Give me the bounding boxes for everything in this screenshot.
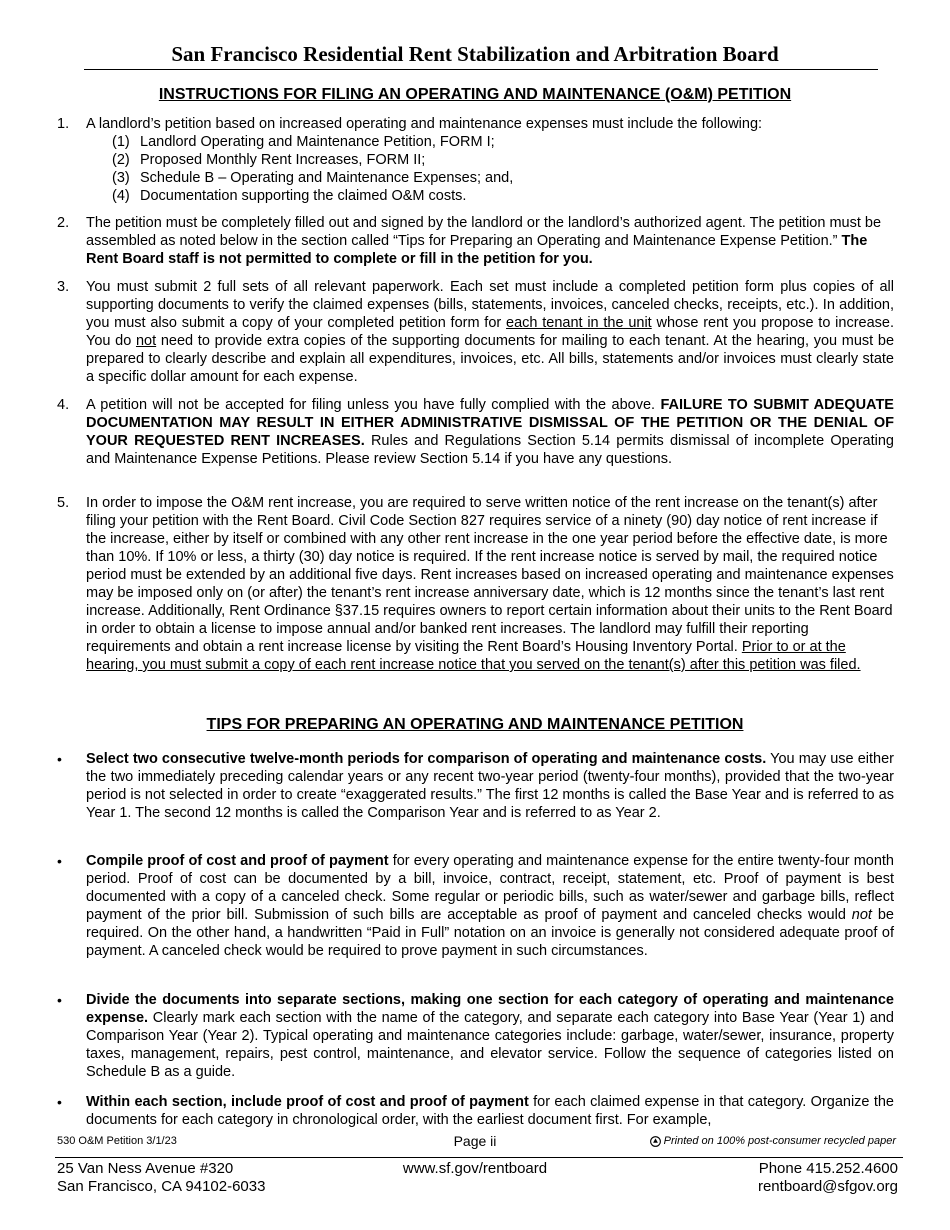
- list-item-text: Documentation supporting the claimed O&M costs.: [140, 188, 467, 204]
- item-body: [86, 115, 894, 205]
- item-body: [86, 494, 894, 674]
- item-body: [86, 214, 894, 268]
- tip-bold-text: Select two consecutive twelve-month periods for comparison of operating and maintenance costs.: [86, 751, 767, 767]
- list-item: [112, 133, 894, 151]
- list-item-text: Schedule B – Operating and Maintenance Expenses; and,: [140, 170, 514, 186]
- item-underlined-text: each tenant in the unit: [506, 315, 652, 331]
- item-text: You must submit 2 full sets of all relevant paperwork. Each set must include a completed petition form plus copies of all supporting documents to verify the claimed expenses (bills, statements, invoices, canceled checks, receipts, etc.). In addition, you must also submit a copy of your completed petition form for: [86, 279, 894, 331]
- list-item-number: (3): [112, 170, 130, 186]
- footer-divider: [55, 1157, 903, 1158]
- item-bold-text: FAILURE TO SUBMIT ADEQUATE DOCUMENTATION MAY RESULT IN EITHER ADMINISTRATIVE DISMISSAL OF THE PETITION OR THE DENIAL OF YOUR REQUESTED RENT INCREASES.: [86, 397, 894, 449]
- item-text: A landlord’s petition based on increased operating and maintenance expenses must include the following:: [86, 116, 763, 132]
- item-number: 2.: [57, 215, 70, 231]
- contact-info: [758, 1160, 898, 1196]
- page-number: Page ii: [453, 1133, 497, 1149]
- item-text: The petition must be completely filled out and signed by the landlord or the landlord’s authorized agent. The petition must be assembled as noted below in the section called “Tips for Preparing an Operating and Maintenance Expense Petition.”: [86, 215, 882, 249]
- list-item: [112, 187, 894, 205]
- tip-text: You may use either the two immediately preceding calendar years or any recent two-year period (twenty-four months), provided that the two-year period is not selected in order to create “exaggerated results.” The first 12 months is called the Base Year and is referred to as Year 1. The second 12 months is called the Comparison Year and is referred to as Year 2.: [86, 751, 894, 821]
- item-number: 3.: [57, 279, 70, 295]
- item-body: [86, 278, 894, 386]
- item-underlined-text: Prior to or at the hearing, you must submit a copy of each rent increase notice that you served on the tenant(s) after this petition was filed.: [86, 639, 861, 673]
- bullet: •: [57, 1094, 62, 1110]
- tip-body: [86, 1093, 894, 1129]
- form-id: 530 O&M Petition 3/1/23: [57, 1135, 177, 1147]
- item-text: whose rent you propose to increase. You do: [86, 315, 894, 349]
- list-item-number: (4): [112, 188, 130, 204]
- item-number: 4.: [57, 397, 70, 413]
- list-item-text: Landlord Operating and Maintenance Petition, FORM I;: [140, 134, 495, 150]
- required-documents-list: [86, 133, 894, 205]
- phone: Phone 415.252.4600: [758, 1160, 898, 1177]
- item-underlined-text: not: [135, 333, 157, 349]
- page-title: San Francisco Residential Rent Stabilization and Arbitration Board: [171, 42, 779, 66]
- tip-italic-text: not: [851, 907, 872, 923]
- tip-body: [86, 750, 894, 822]
- address-line-2: San Francisco, CA 94102-6033: [57, 1178, 266, 1195]
- bullet: •: [57, 853, 62, 869]
- tip-text: for each claimed expense in that category. Organize the documents for each category in chronological order, with the earliest document first. For example,: [86, 1094, 894, 1128]
- instructions-heading: INSTRUCTIONS FOR FILING AN OPERATING AND MAINTENANCE (O&M) PETITION: [158, 86, 792, 103]
- item-bold-text: The Rent Board staff is not permitted to complete or fill in the petition for you.: [86, 233, 868, 267]
- item-text: In order to impose the O&M rent increase, you are required to serve written notice of the rent increase on the tenant(s) after filing your petition with the Rent Board. Civil Code Section 827 requires service of a ninety (90) day notice of rent increase if the increase, either by itself or combined with any other rent increase in the one year period before the effective date, is more than 10%. If 10% or less, a thirty (30) day notice is required. If the rent increase notice is served by mail, the required notice period must be extended by an additional five days. Rent increases based on increased operating and maintenance expenses may be imposed only on (or after) the tenant’s rent increase anniversary date, which is 12 months since the tenant’s last rent increase. Additionally, Rent Ordinance §37.15 requires owners to report certain information about their units to the Rent Board in order to obtain a license to impose annual and/or banked rent increases. The landlord may fulfill their reporting requirements and obtain a rent increase license by visiting the Rent Board’s Housing Inventory Portal.: [86, 495, 894, 655]
- tip-body: [86, 852, 894, 960]
- list-item-number: (2): [112, 152, 130, 168]
- tip-text: for every operating and maintenance expense for the entire twenty-four month period. Proof of cost can be documented by a bill, invoice, contract, receipt, statement, etc. Proof of payment is best documented with a copy of a canceled check. Some regular or periodic bills, such as water/sewer and garbage bills, reflect payment of the prior bill. Submission of such bills are acceptable as proof of payment and canceled checks would: [86, 853, 894, 923]
- website: www.sf.gov/rentboard: [402, 1160, 548, 1177]
- item-number: 1.: [57, 116, 70, 132]
- bullet: •: [57, 992, 62, 1008]
- email: rentboard@sfgov.org: [757, 1178, 898, 1195]
- list-item-number: (1): [112, 134, 130, 150]
- address-line-1: 25 Van Ness Avenue #320: [57, 1160, 234, 1177]
- header-divider: [84, 69, 878, 70]
- tip-text: be required. On the other hand, a handwritten “Paid in Full” notation on an invoice is generally not considered adequate proof of payment. A canceled check would be required to prove payment in such circumstances.: [86, 907, 894, 959]
- item-number: 5.: [57, 495, 70, 511]
- tip-body: [86, 991, 894, 1081]
- item-body: [86, 396, 894, 468]
- recycled-note: [650, 1135, 896, 1147]
- bullet: •: [57, 751, 62, 767]
- item-text: Rules and Regulations Section 5.14 permits dismissal of incomplete Operating and Maintenance Expense Petitions. Please review Section 5.14 if you have any questions.: [86, 433, 894, 467]
- tip-text: Clearly mark each section with the name of the category, and separate each category into Base Year (Year 1) and Comparison Year (Year 2). Typical operating and maintenance categories include: garbage, water/sewer, insurance, property taxes, management, repairs, pest control, maintenance, and elevator service. Follow the sequence of categories listed on Schedule B as a guide.: [86, 1010, 894, 1080]
- tip-bold-text: Divide the documents into separate sections, making one section for each category of operating and maintenance expense.: [86, 992, 894, 1026]
- list-item: [112, 151, 894, 169]
- recycle-icon: [650, 1136, 661, 1147]
- list-item: [112, 169, 894, 187]
- tip-bold-text: Within each section, include proof of cost and proof of payment: [86, 1094, 529, 1110]
- tip-bold-text: Compile proof of cost and proof of payment: [86, 853, 389, 869]
- item-text: need to provide extra copies of the supporting documents for mailing to each tenant. At the hearing, you must be prepared to clearly describe and explain all expenditures, invoices, etc. All bills, statements and/or invoices must clearly state a specific dollar amount for each expense.: [86, 333, 895, 385]
- recycled-text: Printed on 100% post-consumer recycled paper: [663, 1135, 896, 1147]
- tips-heading: TIPS FOR PREPARING AN OPERATING AND MAINTENANCE PETITION: [206, 716, 744, 733]
- list-item-text: Proposed Monthly Rent Increases, FORM II;: [140, 152, 426, 168]
- item-text: A petition will not be accepted for filing unless you have fully complied with the above.: [86, 397, 661, 413]
